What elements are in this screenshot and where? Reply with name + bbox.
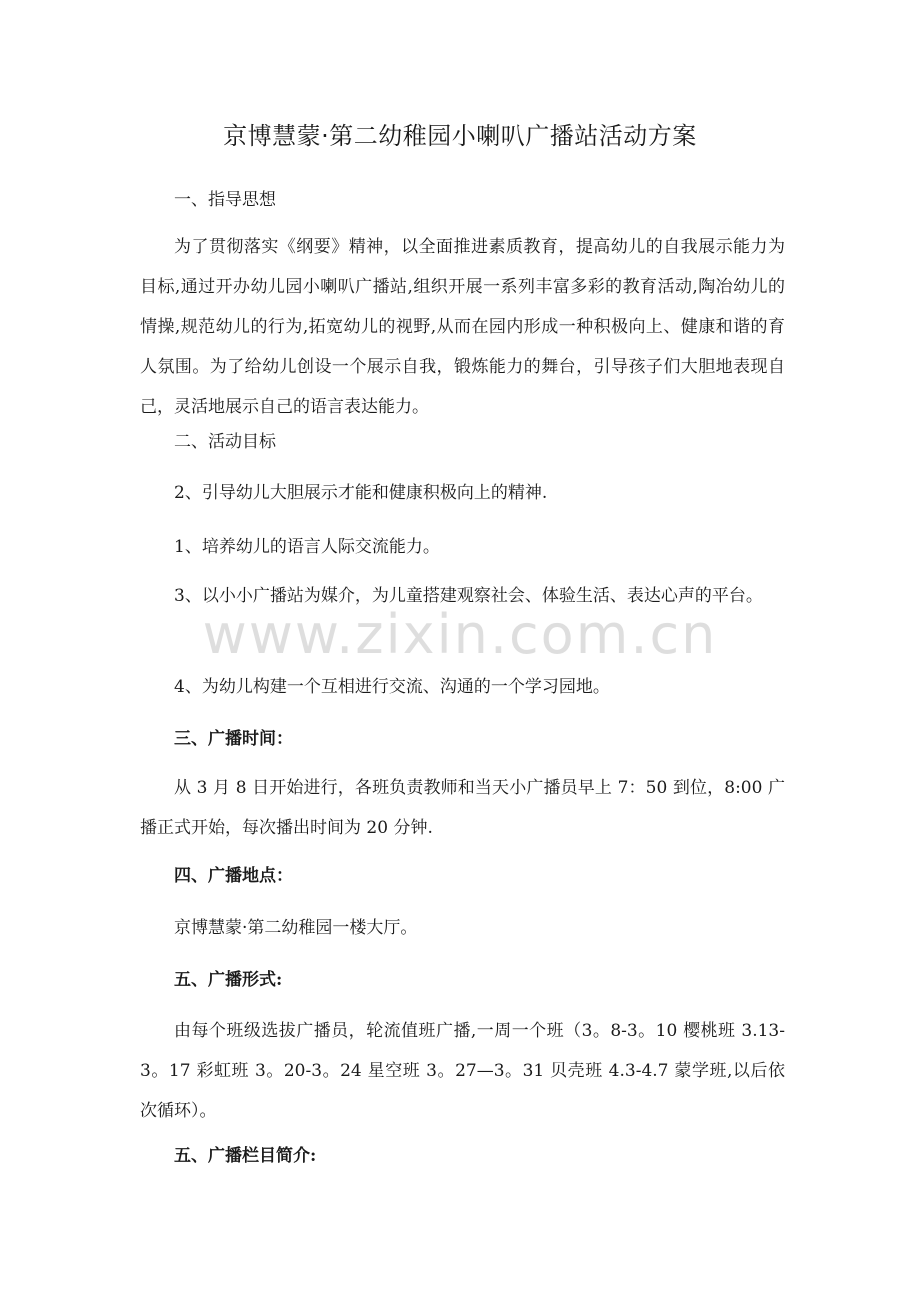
goal-item-2: 2、引导幼儿大胆展示才能和健康积极向上的精神. — [174, 483, 548, 503]
guiding-thought-paragraph: 为了贯彻落实《纲要》精神，以全面推进素质教育，提高幼儿的自我展示能力为目标,通过开办幼儿园小喇叭广播站,组织开展一系列丰富多彩的教育活动,陶冶幼儿的情操,规范幼儿的行为,拓宽幼儿的视野,从而在园内形成一种积极向上、健康和谐的育人氛围。为了给幼儿创设一个展示自我，锻炼能力的舞台，引导孩子们大胆地表现自己，灵活地展示自己的语言表达能力。 — [140, 237, 785, 417]
section-heading-activity-goals: 二、活动目标 — [174, 432, 276, 452]
goal-item-1: 1、培养幼儿的语言人际交流能力。 — [174, 537, 440, 557]
section-heading-broadcast-location: 四、广播地点： — [174, 866, 293, 886]
broadcast-format-paragraph: 由每个班级选拔广播员，轮流值班广播,一周一个班（3。8-3。10 樱桃班 3.13-3。17 彩虹班 3。20-3。24 星空班 3。27—3。31 贝壳班 4.3-4.7 蒙学班,以后依次循环）。 — [140, 1021, 785, 1121]
section-heading-broadcast-time: 三、广播时间： — [174, 729, 293, 749]
broadcast-location-paragraph: 京博慧蒙·第二幼稚园一楼大厅。 — [174, 918, 418, 938]
goal-item-4: 4、为幼儿构建一个互相进行交流、沟通的一个学习园地。 — [174, 677, 610, 697]
goal-item-3: 3、以小小广播站为媒介，为儿童搭建观察社会、体验生活、表达心声的平台。 — [174, 586, 763, 606]
document-title: 京博慧蒙·第二幼稚园小喇叭广播站活动方案 — [223, 122, 697, 150]
section-heading-guiding-thought: 一、指导思想 — [174, 190, 276, 210]
broadcast-time-paragraph: 从 3 月 8 日开始进行，各班负责教师和当天小广播员早上 7：50 到位，8:00 广播正式开始，每次播出时间为 20 分钟. — [140, 778, 785, 838]
section-heading-broadcast-format: 五、广播形式: — [174, 970, 283, 990]
section-heading-program-intro: 五、广播栏目简介: — [174, 1146, 317, 1166]
watermark: www.zixin.com.cn — [202, 603, 718, 666]
